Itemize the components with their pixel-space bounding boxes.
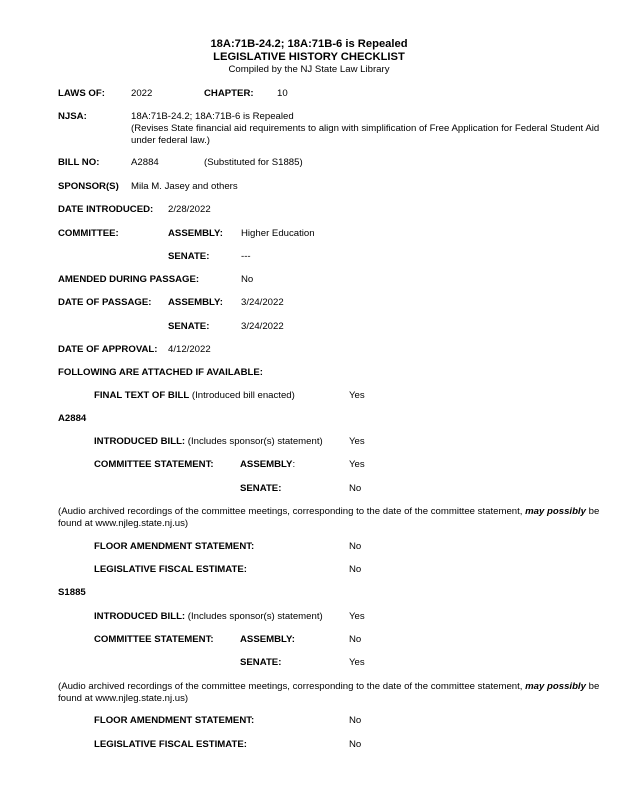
a2884-introduced-bold: INTRODUCED BILL: (94, 436, 186, 447)
final-text-label (94, 390, 295, 402)
s1885-heading: S1885 (58, 587, 86, 598)
a2884-assembly-label (240, 459, 295, 471)
s1885-senate-value: Yes (349, 657, 365, 668)
s1885-introduced-bold: INTRODUCED BILL: (94, 611, 186, 622)
compiled-by: Compiled by the NJ State Law Library (228, 64, 390, 75)
date-of-passage-label: DATE OF PASSAGE: (58, 297, 152, 308)
a2884-assembly-label-colon: : (292, 459, 296, 470)
a2884-audio-part1: (Audio archived recordings of the committee meetings, corresponding to the date of the committee statement, (58, 506, 526, 517)
a2884-assembly-value: Yes (349, 459, 365, 470)
amended-label: AMENDED DURING PASSAGE: (58, 274, 200, 285)
s1885-audio-emphasis: may possibly (525, 681, 586, 692)
a2884-senate-label: SENATE: (240, 483, 282, 494)
a2884-fiscal-estimate-label: LEGISLATIVE FISCAL ESTIMATE: (94, 564, 247, 575)
s1885-introduced-label (94, 611, 323, 623)
document-title: 18A:71B-24.2; 18A:71B-6 is Repealed (210, 38, 408, 50)
passage-assembly-value: 3/24/2022 (241, 297, 284, 308)
attachments-heading: FOLLOWING ARE ATTACHED IF AVAILABLE: (58, 367, 263, 378)
committee-assembly-value: Higher Education (241, 228, 315, 239)
a2884-assembly-label-bold: ASSEMBLY (240, 459, 293, 470)
bill-no-label: BILL NO: (58, 157, 100, 168)
s1885-introduced-value: Yes (349, 611, 365, 622)
s1885-audio-part2: be found at www.njleg.state.nj.us) (58, 681, 600, 704)
passage-senate-value: 3/24/2022 (241, 321, 284, 332)
laws-of-value: 2022 (131, 88, 153, 99)
committee-label: COMMITTEE: (58, 228, 119, 239)
committee-assembly-label: ASSEMBLY: (168, 228, 223, 239)
a2884-floor-amendment-label: FLOOR AMENDMENT STATEMENT: (94, 541, 255, 552)
s1885-committee-statement-label: COMMITTEE STATEMENT: (94, 634, 214, 645)
a2884-fiscal-estimate-value: No (349, 564, 362, 575)
committee-senate-label: SENATE: (168, 251, 210, 262)
njsa-description: (Revises State financial aid requirements to align with simplification of Free Application for Federal Student Aid under federal law.) (131, 123, 600, 146)
a2884-committee-statement-label: COMMITTEE STATEMENT: (94, 459, 214, 470)
checklist-heading: LEGISLATIVE HISTORY CHECKLIST (213, 51, 405, 63)
amended-value: No (241, 274, 254, 285)
a2884-audio-emphasis: may possibly (525, 506, 586, 517)
passage-assembly-label: ASSEMBLY: (168, 297, 223, 308)
s1885-audio-note (58, 681, 606, 705)
a2884-introduced-value: Yes (349, 436, 365, 447)
date-introduced-value: 2/28/2022 (168, 204, 211, 215)
committee-senate-value: --- (241, 251, 251, 262)
final-text-value: Yes (349, 390, 365, 401)
chapter-value: 10 (277, 88, 288, 99)
bill-substitution-note: (Substituted for S1885) (204, 157, 303, 168)
final-text-label-bold: FINAL TEXT OF BILL (94, 390, 190, 401)
a2884-introduced-label (94, 436, 323, 448)
a2884-senate-value: No (349, 483, 362, 494)
final-text-label-rest: (Introduced bill enacted) (189, 390, 295, 401)
date-introduced-label: DATE INTRODUCED: (58, 204, 154, 215)
s1885-assembly-value: No (349, 634, 362, 645)
laws-of-label: LAWS OF: (58, 88, 105, 99)
date-of-approval-value: 4/12/2022 (168, 344, 211, 355)
a2884-audio-part2: be found at www.njleg.state.nj.us) (58, 506, 600, 529)
s1885-assembly-label: ASSEMBLY: (240, 634, 295, 645)
sponsors-value: Mila M. Jasey and others (131, 181, 238, 192)
s1885-fiscal-estimate-label: LEGISLATIVE FISCAL ESTIMATE: (94, 739, 247, 750)
s1885-senate-label: SENATE: (240, 657, 282, 668)
s1885-introduced-rest: (Includes sponsor(s) statement) (185, 611, 323, 622)
a2884-introduced-rest: (Includes sponsor(s) statement) (185, 436, 323, 447)
s1885-audio-part1: (Audio archived recordings of the committee meetings, corresponding to the date of the committee statement, (58, 681, 526, 692)
njsa-label: NJSA: (58, 111, 87, 122)
s1885-fiscal-estimate-value: No (349, 739, 362, 750)
bill-no-value: A2884 (131, 157, 159, 168)
sponsors-label: SPONSOR(S) (58, 181, 119, 192)
njsa-value: 18A:71B-24.2; 18A:71B-6 is Repealed (131, 111, 294, 122)
a2884-heading: A2884 (58, 413, 87, 424)
a2884-audio-note (58, 506, 606, 530)
s1885-floor-amendment-value: No (349, 715, 362, 726)
passage-senate-label: SENATE: (168, 321, 210, 332)
a2884-floor-amendment-value: No (349, 541, 362, 552)
chapter-label: CHAPTER: (204, 88, 254, 99)
s1885-floor-amendment-label: FLOOR AMENDMENT STATEMENT: (94, 715, 255, 726)
date-of-approval-label: DATE OF APPROVAL: (58, 344, 158, 355)
